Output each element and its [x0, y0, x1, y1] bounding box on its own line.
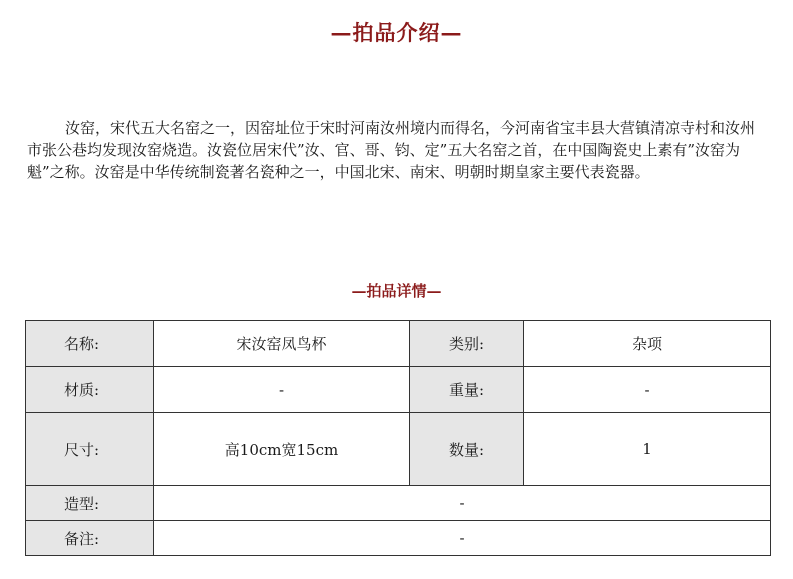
name-label: 名称: [26, 321, 154, 367]
size-label: 尺寸: [26, 413, 154, 486]
shape-label: 造型: [26, 486, 154, 521]
intro-title: —拍品介绍— [330, 20, 463, 45]
intro-paragraph: 汝窑，宋代五大名窑之一，因窑址位于宋时河南汝州境内而得名，今河南省宝丰县大营镇清凉寺村和汝州市张公巷均发现汝窑烧造。汝瓷位居宋代”汝、官、哥、钧、定”五大名窑之首，在中国陶瓷史上素有”汝窑为魁”之称。汝窑是中华传统制瓷著名瓷种之一，中国北宋、南宋、明朝时期皇家主要代表瓷器。 [27, 119, 756, 181]
table-row [26, 413, 771, 486]
shape-value: - [154, 486, 771, 521]
weight-label: 重量: [410, 367, 524, 413]
table-row [26, 486, 771, 521]
material-label: 材质: [26, 367, 154, 413]
quantity-label: 数量: [410, 413, 524, 486]
details-title: —拍品详情— [351, 282, 442, 300]
remark-value: - [154, 521, 771, 556]
details-table [25, 320, 771, 556]
category-label: 类别: [410, 321, 524, 367]
table-row [26, 367, 771, 413]
weight-value: - [524, 367, 771, 413]
category-value: 杂项 [524, 321, 771, 367]
name-value: 宋汝窑凤鸟杯 [154, 321, 410, 367]
table-row [26, 321, 771, 367]
table-row [26, 521, 771, 556]
material-value: - [154, 367, 410, 413]
quantity-value: 1 [524, 413, 771, 486]
size-value: 高10cm宽15cm [154, 413, 410, 486]
remark-label: 备注: [26, 521, 154, 556]
